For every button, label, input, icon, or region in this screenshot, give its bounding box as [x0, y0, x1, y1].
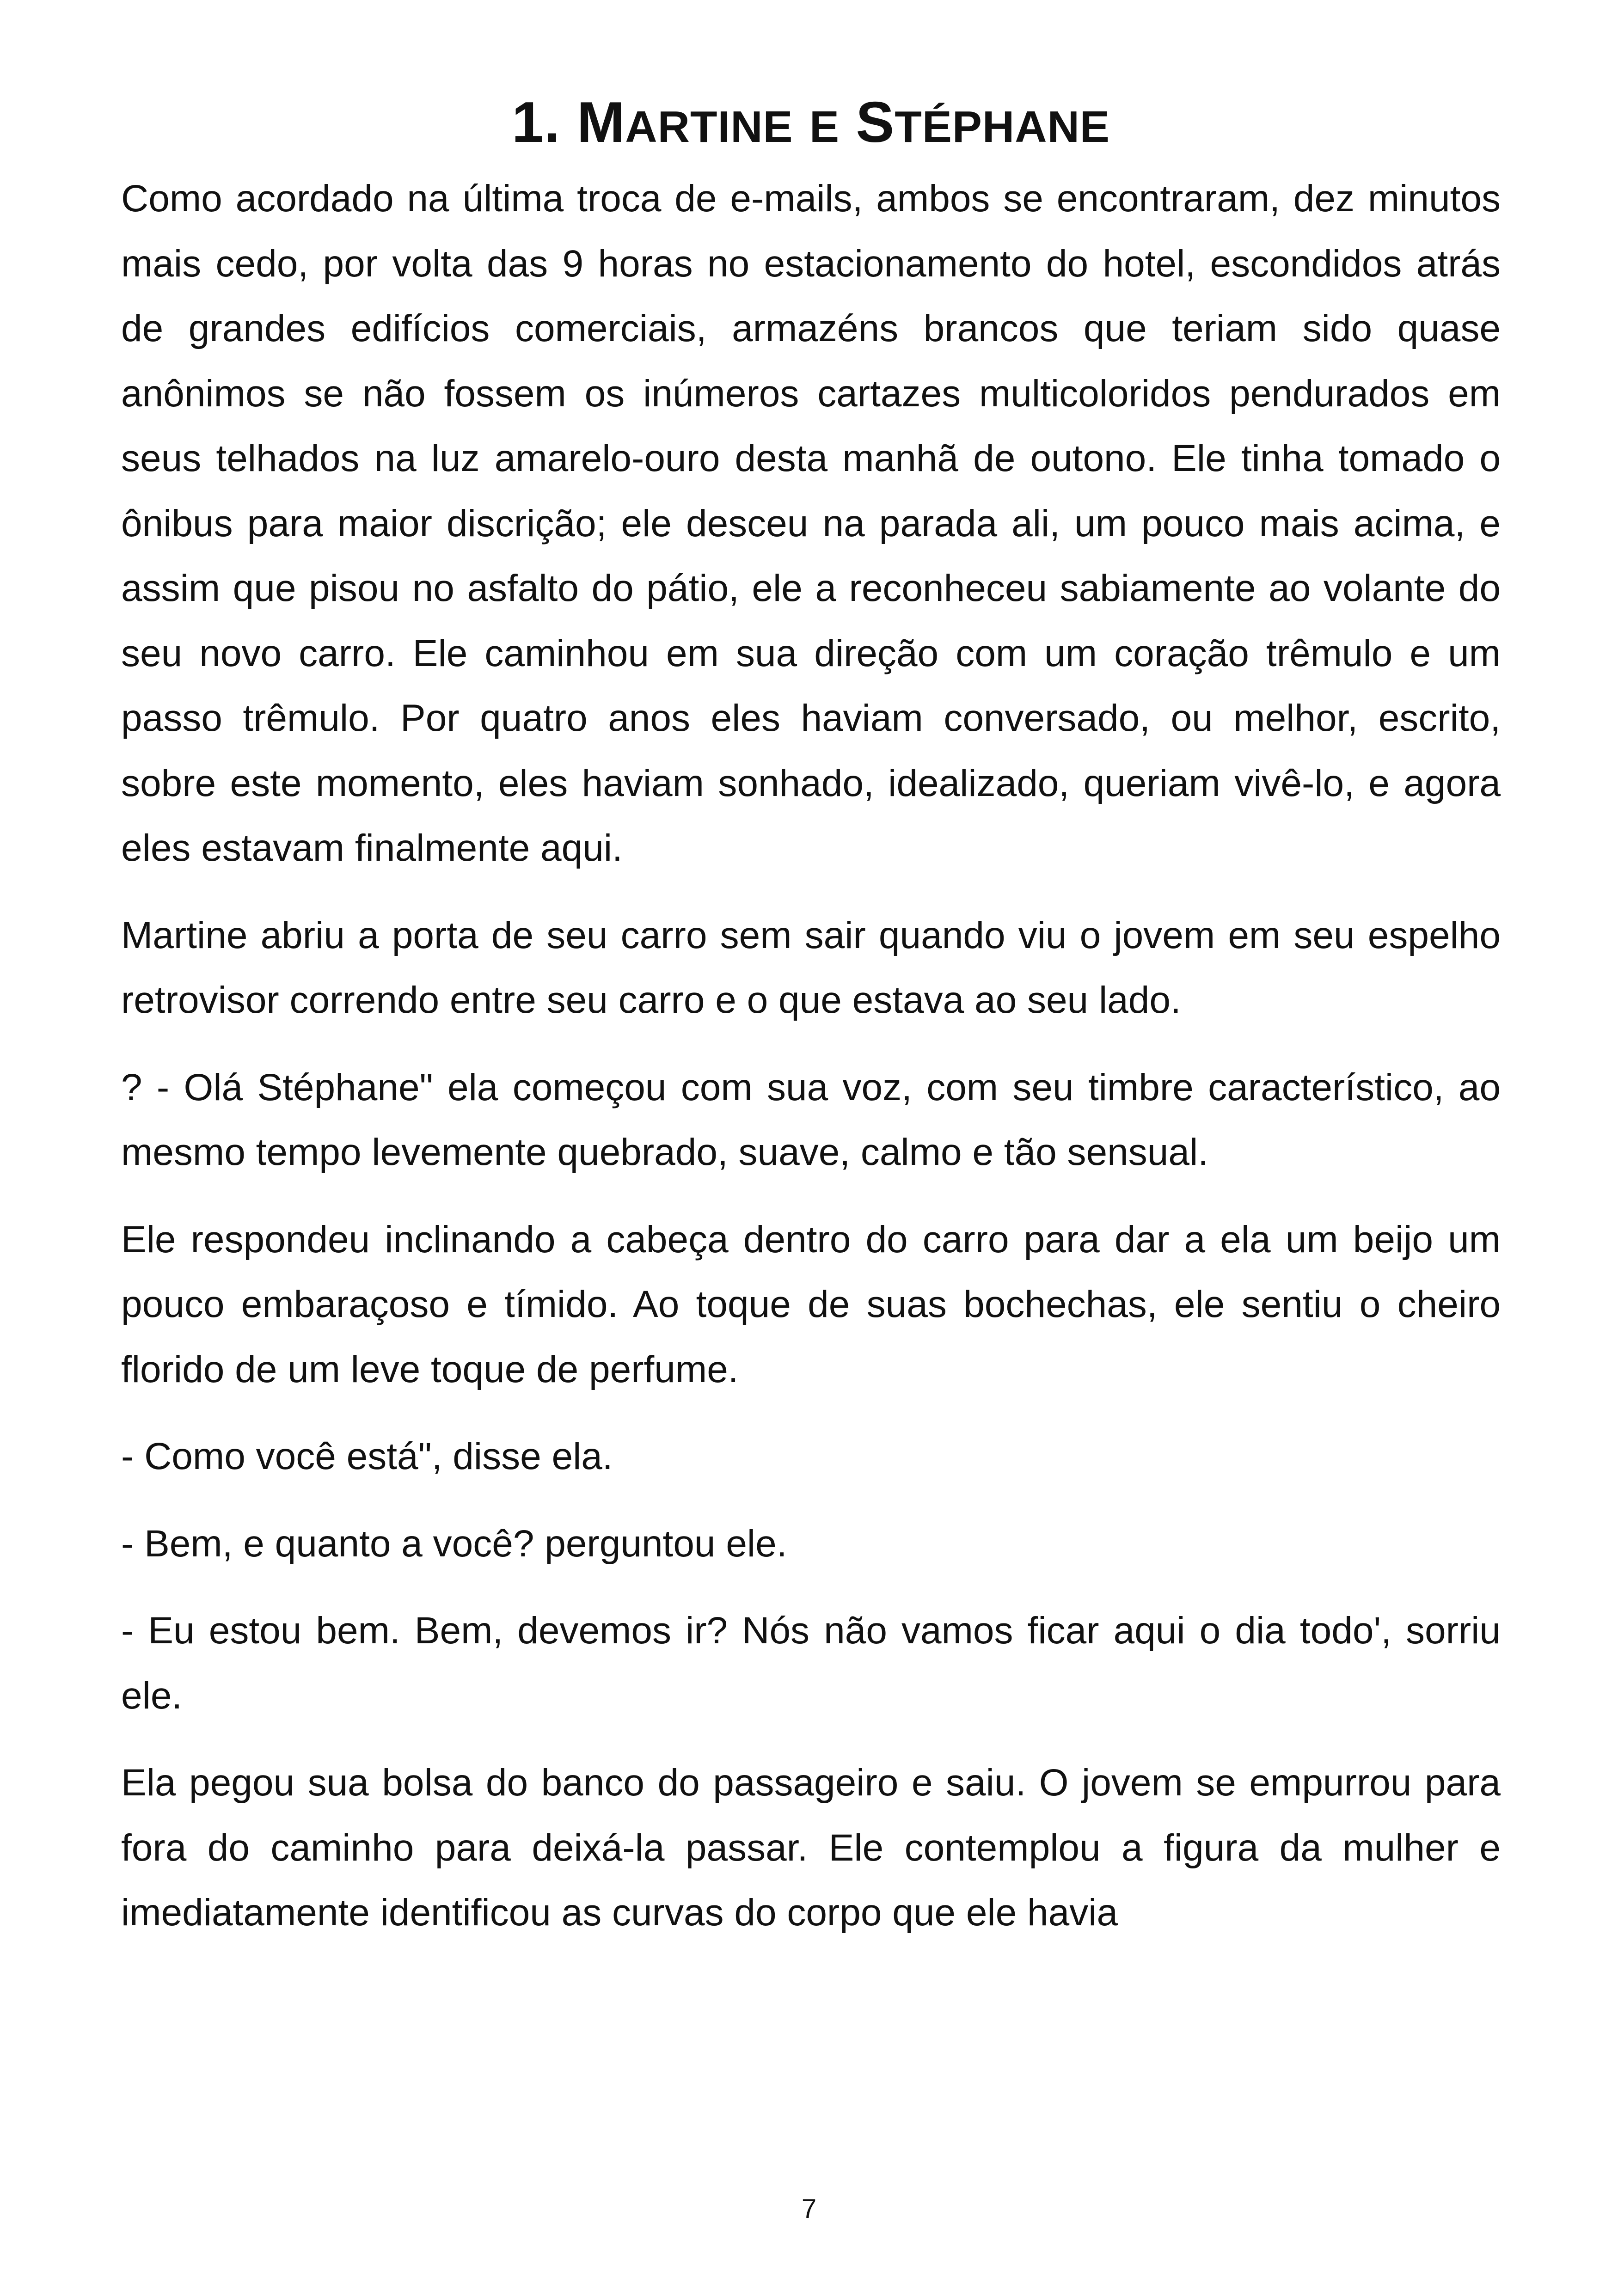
- body-text: [121, 166, 1501, 1946]
- title-connector: E: [809, 102, 840, 152]
- chapter-number: 1.: [512, 91, 561, 154]
- paragraph: Ela pegou sua bolsa do banco do passageiro e saiu. O jovem se empurrou para fora do caminho para deixá-la passar. Ele contemplou a figura da mulher e imediatamente identificou as curvas do corpo que ele havia: [121, 1762, 1501, 1934]
- paragraph: - Bem, e quanto a você? perguntou ele.: [121, 1522, 787, 1565]
- paragraph: Como acordado na última troca de e-mails, ambos se encontraram, dez minutos mais cedo, por volta das 9 horas no estacionamento do hotel, escondidos atrás de grandes edifícios comerciais, armazéns brancos que teriam sido quase anônimos se não fossem os inúmeros cartazes multicoloridos pendurados em seus telhados na luz amarelo-ouro desta manhã de outono. Ele tinha tomado o ônibus para maior discrição; ele desceu na parada ali, um pouco mais acima, e assim que pisou no asfalto do pátio, ele a reconheceu sabiamente ao volante do seu novo carro. Ele caminhou em sua direção com um coração trêmulo e um passo trêmulo. Por quatro anos eles haviam conversado, ou melhor, escrito, sobre este momento, eles haviam sonhado, idealizado, queriam vivê-lo, e agora eles estavam finalmente aqui.: [121, 178, 1501, 869]
- paragraph: - Como você está", disse ela.: [121, 1435, 613, 1477]
- paragraph: ? - Olá Stéphane" ela começou com sua voz, com seu timbre característico, ao mesmo tempo levemente quebrado, suave, calmo e tão sensual.: [121, 1066, 1501, 1173]
- title-initial-m: M: [576, 91, 625, 154]
- title-initial-s: S: [856, 91, 895, 154]
- document-page: [121, 88, 1501, 2168]
- chapter-title: [121, 88, 1501, 162]
- paragraph: - Eu estou bem. Bem, devemos ir? Nós não vamos ficar aqui o dia todo', sorriu ele.: [121, 1610, 1501, 1717]
- paragraph: Martine abriu a porta de seu carro sem sair quando viu o jovem em seu espelho retrovisor correndo entre seu carro e o que estava ao seu lado.: [121, 914, 1501, 1021]
- title-rest-artine: ARTINE: [625, 102, 793, 152]
- title-rest-tephane: TÉPHANE: [895, 102, 1110, 152]
- paragraph: Ele respondeu inclinando a cabeça dentro do carro para dar a ela um beijo um pouco embaraçoso e tímido. Ao toque de suas bochechas, ele sentiu o cheiro florido de um leve toque de perfume.: [121, 1218, 1501, 1390]
- page-number: 7: [801, 2194, 817, 2224]
